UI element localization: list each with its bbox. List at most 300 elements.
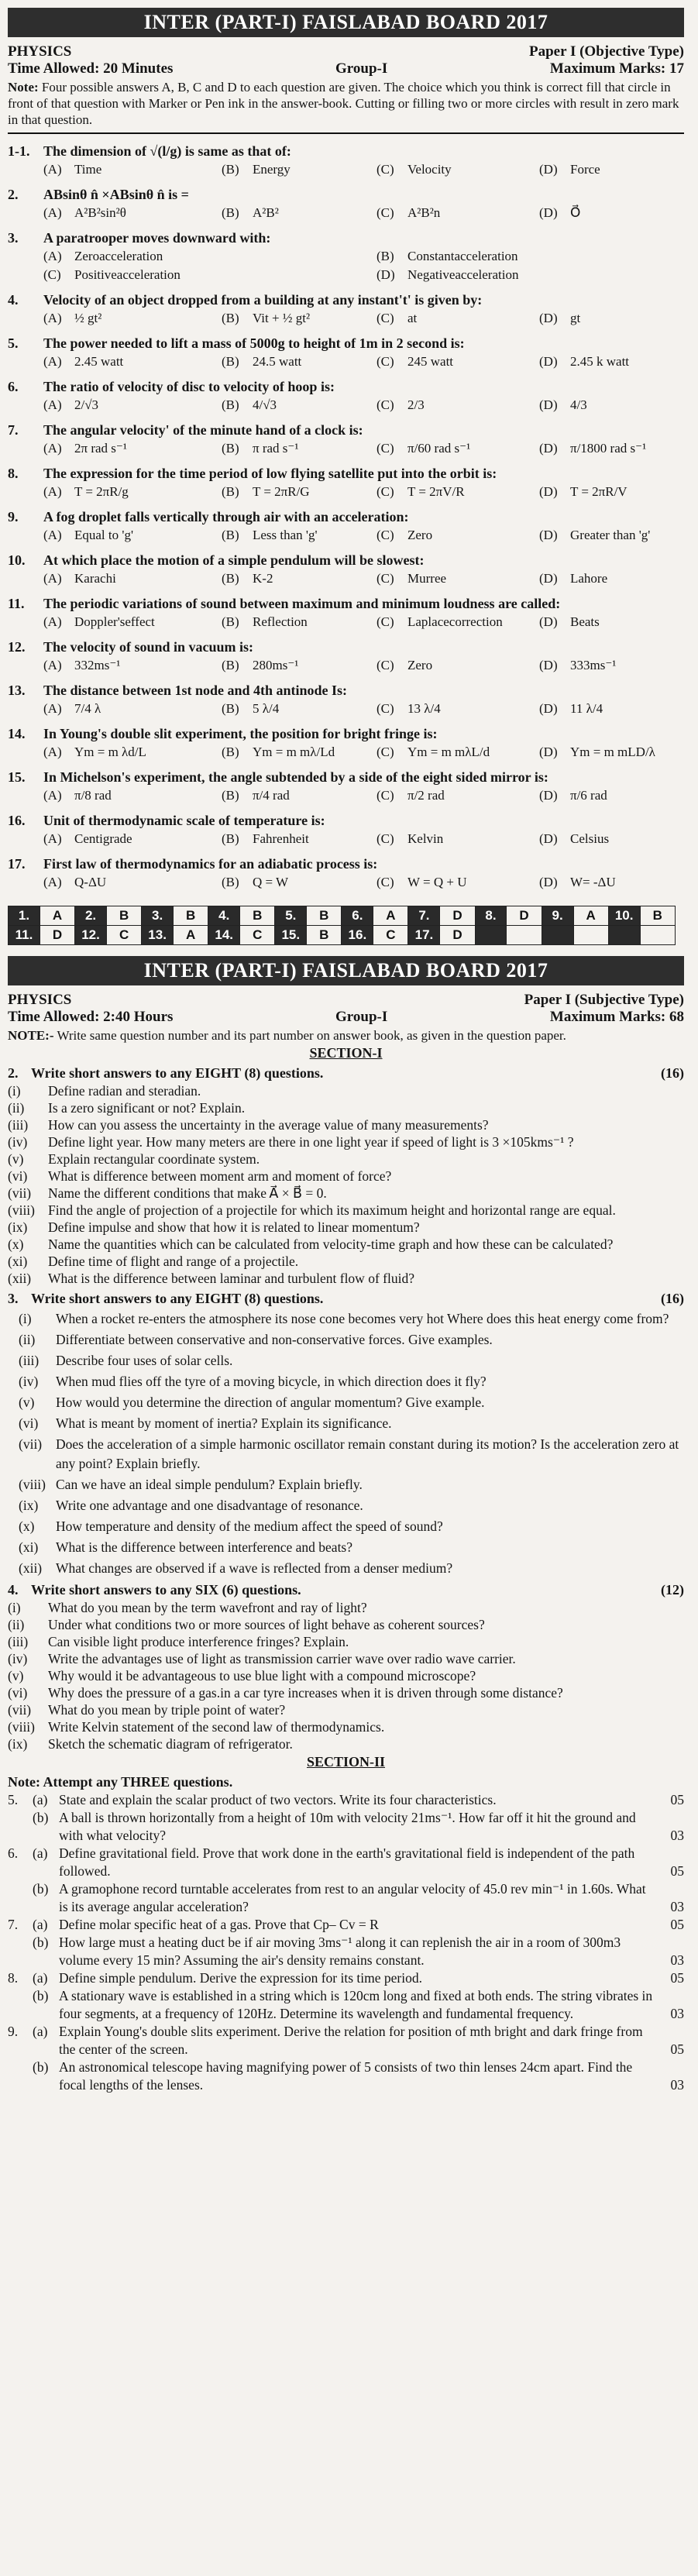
part-text: Write Kelvin statement of the second law of thermodynamics. (48, 1719, 385, 1735)
key-empty-cell (507, 926, 542, 945)
option (539, 830, 694, 848)
option-letter: (D) (539, 397, 558, 412)
mcq-stem (8, 291, 684, 309)
option-letter: (B) (222, 701, 239, 716)
part-number: (i) (8, 1600, 21, 1615)
part-text: What is the difference between interference and beats? (56, 1539, 353, 1555)
option-letter: (D) (539, 571, 558, 586)
part-text: A ball is thrown horizontally from a height of 10m with velocity 21ms⁻¹. How far off it hit the ground and with what velocity? (59, 1810, 636, 1843)
option (222, 353, 377, 371)
short-question (8, 1718, 684, 1735)
key-question-number: 15. (275, 926, 307, 945)
option-text: Karachi (74, 571, 116, 586)
short-question (8, 1099, 684, 1116)
mcq-question (8, 464, 684, 501)
question-4 (8, 1581, 684, 1752)
short-question (8, 1236, 684, 1253)
short-question (8, 1082, 684, 1099)
option-letter: (B) (222, 441, 239, 456)
option-letter: (C) (377, 875, 394, 889)
part-number: (ii) (19, 1332, 36, 1347)
part-label: (a) (33, 1917, 48, 1932)
part-marks: 03 (670, 1828, 684, 1843)
option (377, 873, 539, 892)
part-label: (a) (33, 1845, 48, 1861)
mcq-question (8, 811, 684, 848)
option-letter: (D) (539, 875, 558, 889)
key-answer: D (40, 926, 74, 945)
key-question-number: 13. (142, 926, 174, 945)
question-marks: (12) (661, 1582, 684, 1598)
option-letter: (D) (377, 267, 395, 282)
mcq-stem (8, 551, 684, 569)
option (43, 160, 222, 179)
option-text: Murree (407, 571, 447, 586)
option-text: Kelvin (407, 831, 444, 846)
part-number: (xii) (8, 1271, 32, 1286)
short-question (8, 1435, 684, 1474)
question-text: Unit of thermodynamic scale of temperature is: (43, 813, 325, 828)
option-text: T = 2πR/G (253, 484, 310, 499)
note-text: Four possible answers A, B, C and D to each question are given. The choice which you think is correct fill that circle in front of that question with Marker or Pen ink in the answer-book. Cutting or filling two or more circles with result in zero mark in that question. (8, 80, 679, 127)
option-letter: (B) (222, 162, 239, 177)
key-question-number: 7. (408, 906, 440, 926)
part-label: (a) (33, 1792, 48, 1807)
option-letter: (A) (43, 311, 62, 325)
option-letter: (A) (43, 745, 62, 759)
option-text: 332ms⁻¹ (74, 658, 121, 672)
option-letter: (C) (377, 528, 394, 542)
key-answer: C (107, 926, 142, 945)
section-1-title: SECTION-I (309, 1045, 383, 1061)
option-text: Positiveacceleration (74, 267, 181, 282)
option-text: π rad s⁻¹ (253, 441, 299, 456)
long-question-part (8, 1845, 684, 1880)
key-answer: A (40, 906, 74, 926)
option-text: Vit + ½ gt² (253, 311, 311, 325)
question-text: The velocity of sound in vacuum is: (43, 639, 254, 655)
option-text: gt (570, 311, 581, 325)
key-answer: C (373, 926, 408, 945)
key-question-number: 12. (75, 926, 107, 945)
option-letter: (C) (377, 831, 394, 846)
key-answer: D (440, 926, 475, 945)
long-question-part (8, 2023, 684, 2058)
key-question-number: 14. (208, 926, 240, 945)
short-question (8, 1116, 684, 1133)
part-marks: 05 (670, 1917, 684, 1932)
options-row (8, 309, 684, 328)
subjective-header-row-2 (8, 1009, 684, 1026)
option-letter: (B) (222, 831, 239, 846)
question-text: The dimension of √(l/g) is same as that of: (43, 143, 291, 159)
option (222, 439, 377, 458)
mcq-stem (8, 507, 684, 526)
option-text: W = Q + U (407, 875, 467, 889)
option-text: Equal to 'g' (74, 528, 134, 542)
paper-type: Paper I (Subjective Type) (524, 992, 684, 1008)
option (377, 700, 539, 718)
option (539, 786, 694, 805)
option-letter: (A) (43, 441, 62, 456)
question-title: Write short answers to any EIGHT (8) questions. (31, 1291, 324, 1306)
key-answer: B (107, 906, 142, 926)
question-text: ABsinθ n̂ ×ABsinθ n̂ is = (43, 187, 189, 202)
question-text: A paratrooper moves downward with: (43, 230, 271, 246)
option-letter: (C) (377, 441, 394, 456)
part-text: Write the advantages use of light as transmission carrier wave over radio wave carrier. (48, 1651, 516, 1666)
group-label: Group-I (335, 60, 388, 77)
option-text: T = 2πV/R (407, 484, 465, 499)
option-text: Lahore (570, 571, 608, 586)
question-2 (8, 1064, 684, 1287)
options-row (8, 439, 684, 458)
option-letter: (A) (43, 528, 62, 542)
part-text: How temperature and density of the medium affect the speed of sound? (56, 1518, 443, 1534)
key-question-number: 6. (342, 906, 373, 926)
key-question-number: 2. (75, 906, 107, 926)
question-number: 15. (8, 769, 26, 785)
option-text: 4/3 (570, 397, 587, 412)
question-text: The expression for the time period of low flying satellite put into the orbit is: (43, 466, 497, 481)
short-question (8, 1351, 684, 1371)
option-text: 11 λ/4 (570, 701, 603, 716)
mcq-stem (8, 464, 684, 483)
long-question-part (8, 1791, 684, 1809)
short-question (8, 1393, 684, 1412)
option (43, 873, 222, 892)
part-text: Is a zero significant or not? Explain. (48, 1100, 246, 1116)
key-empty-cell (640, 926, 675, 945)
short-question (8, 1701, 684, 1718)
option-letter: (A) (43, 354, 62, 369)
option-letter: (B) (222, 354, 239, 369)
option-text: 7/4 λ (74, 701, 101, 716)
option-text: Zeroacceleration (74, 249, 163, 263)
short-question (8, 1667, 684, 1684)
question-number: 4. (8, 292, 19, 308)
divider (8, 132, 684, 134)
short-question (8, 1599, 684, 1616)
question-number (8, 1809, 33, 1845)
part-text: How large must a heating duct be if air moving 3ms⁻¹ along it can replenish the air in a room of 300m3 volume every 15 min? Assuming the air's density remains constant. (59, 1935, 621, 1968)
question-text: The distance between 1st node and 4th antinode Is: (43, 683, 348, 698)
question-number: 10. (8, 552, 26, 568)
question-number: 2. (8, 187, 19, 202)
option-letter: (D) (539, 354, 558, 369)
option-letter: (D) (539, 311, 558, 325)
question-number: 11. (8, 596, 25, 611)
key-question-number: 4. (208, 906, 240, 926)
mcq-question (8, 594, 684, 631)
option-letter: (C) (377, 788, 394, 803)
option-letter: (A) (43, 205, 62, 220)
option-letter: (C) (377, 484, 394, 499)
options-row (8, 613, 684, 631)
option (539, 396, 694, 414)
question-text: The periodic variations of sound between maximum and minimum loudness are called: (43, 596, 561, 611)
short-question (8, 1538, 684, 1557)
part-label: (b) (33, 1881, 49, 1897)
part-label: (b) (33, 1810, 49, 1825)
maximum-marks: Maximum Marks: 17 (549, 60, 684, 77)
mcq-stem (8, 185, 684, 204)
option-letter: (B) (222, 875, 239, 889)
option-letter: (B) (222, 788, 239, 803)
question-3-items (8, 1309, 684, 1578)
option (43, 526, 222, 545)
option-letter: (C) (377, 205, 394, 220)
long-question-part (8, 1880, 684, 1916)
part-marks: 03 (670, 1952, 684, 1968)
part-marks: 05 (670, 1863, 684, 1879)
question-text: A fog droplet falls vertically through air with an acceleration: (43, 509, 409, 524)
question-number (8, 1880, 33, 1916)
part-number: (v) (8, 1151, 24, 1167)
option-letter: (D) (539, 745, 558, 759)
part-text: How would you determine the direction of angular momentum? Give example. (56, 1395, 485, 1410)
option (222, 656, 377, 675)
option (539, 873, 694, 892)
option-text: 2.45 k watt (570, 354, 630, 369)
part-number: (xi) (19, 1539, 39, 1555)
option (377, 396, 539, 414)
mcq-stem (8, 594, 684, 613)
mcq-stem (8, 638, 684, 656)
option (43, 613, 222, 631)
part-label: (a) (33, 2024, 48, 2039)
question-number (8, 1987, 33, 2023)
option (539, 700, 694, 718)
part-marks: 05 (670, 1970, 684, 1986)
part-text: Differentiate between conservative and non-conservative forces. Give examples. (56, 1332, 493, 1347)
part-text: Why does the pressure of a gas.in a car tyre increases when it is driven through some distance? (48, 1685, 563, 1701)
option-letter: (C) (377, 745, 394, 759)
option (43, 700, 222, 718)
mcq-stem (8, 421, 684, 439)
long-question-part (8, 1987, 684, 2023)
short-question (8, 1559, 684, 1578)
option-text: 2/√3 (74, 397, 99, 412)
option-letter: (B) (222, 571, 239, 586)
subject-label: PHYSICS (8, 43, 72, 60)
mcq-stem (8, 377, 684, 396)
option-letter: (D) (539, 484, 558, 499)
option-text: Less than 'g' (253, 528, 318, 542)
option-text: 5 λ/4 (253, 701, 280, 716)
note-label: NOTE:- (8, 1028, 54, 1043)
mcq-question (8, 681, 684, 718)
part-number: (iii) (19, 1353, 40, 1368)
question-2-items (8, 1082, 684, 1287)
option (539, 483, 694, 501)
option-text: π/1800 rad s⁻¹ (570, 441, 647, 456)
options-row (8, 483, 684, 501)
option (222, 830, 377, 848)
note-text: Write same question number and its part number on answer book, as given in the question paper. (57, 1028, 566, 1043)
option (377, 309, 539, 328)
short-question (8, 1185, 684, 1202)
part-text: Define light year. How many meters are there in one light year if speed of light is 3 ×105kms⁻¹ ? (48, 1134, 574, 1150)
part-text: Name the different conditions that make A⃗ × B⃗ = 0. (48, 1185, 327, 1201)
option-text: Greater than 'g' (570, 528, 651, 542)
key-question-number: 11. (9, 926, 40, 945)
part-label: (b) (33, 1988, 49, 2003)
option (539, 160, 694, 179)
key-answer: B (240, 906, 275, 926)
time-allowed: Time Allowed: 20 Minutes (8, 60, 174, 77)
key-empty-cell (542, 926, 573, 945)
mcq-stem (8, 681, 684, 700)
section-2-title: SECTION-II (306, 1754, 386, 1769)
option-text: 4/√3 (253, 397, 277, 412)
question-number (8, 1934, 33, 1969)
part-text: Define radian and steradian. (48, 1083, 201, 1099)
option-letter: (C) (377, 311, 394, 325)
option-letter: (A) (43, 614, 62, 629)
part-label: (b) (33, 1935, 49, 1950)
key-answer: B (174, 906, 208, 926)
part-text: What is the difference between laminar and turbulent flow of fluid? (48, 1271, 414, 1286)
option-letter: (A) (43, 571, 62, 586)
option (43, 830, 222, 848)
option-letter: (A) (43, 162, 62, 177)
group-label: Group-I (335, 1009, 388, 1025)
objective-header-row-1 (8, 43, 684, 60)
part-text: Can visible light produce interference fringes? Explain. (48, 1634, 349, 1649)
mcq-question (8, 377, 684, 414)
option-letter: (B) (222, 484, 239, 499)
option (222, 743, 377, 762)
option-text: T = 2πR/V (570, 484, 628, 499)
key-question-number: 8. (475, 906, 507, 926)
question-3-heading (8, 1290, 684, 1308)
option-text: 2.45 watt (74, 354, 124, 369)
option-letter: (D) (539, 162, 558, 177)
option-text: Negativeacceleration (407, 267, 519, 282)
option (43, 786, 222, 805)
question-number: 8. (8, 466, 19, 481)
part-text: Explain Young's double slits experiment. Derive the relation for position of mth bright and dark fringe from the center of the screen. (59, 2024, 643, 2057)
option-text: Time (74, 162, 102, 177)
question-number: 16. (8, 813, 26, 828)
options-row (8, 247, 684, 284)
option (539, 353, 694, 371)
question-text: In Young's double slit experiment, the position for bright fringe is: (43, 726, 438, 741)
options-row (8, 700, 684, 718)
option (377, 439, 539, 458)
option-text: K-2 (253, 571, 273, 586)
option (43, 743, 222, 762)
option (377, 353, 539, 371)
part-number: (vii) (19, 1436, 43, 1452)
options-row (8, 873, 684, 892)
short-question (8, 1309, 684, 1329)
question-marks: (16) (661, 1065, 684, 1081)
part-text: Define time of flight and range of a projectile. (48, 1254, 299, 1269)
long-question-part (8, 1809, 684, 1845)
mcq-question (8, 291, 684, 328)
question-title: Write short answers to any SIX (6) questions. (31, 1582, 301, 1598)
part-text: Define simple pendulum. Derive the expression for its time period. (59, 1970, 422, 1986)
option-text: 2π rad s⁻¹ (74, 441, 127, 456)
part-text: What do you mean by triple point of water? (48, 1702, 286, 1718)
mcq-question (8, 768, 684, 805)
option (377, 656, 539, 675)
question-number: 6. (8, 379, 19, 394)
long-question-part (8, 1934, 684, 1969)
option-letter: (D) (539, 658, 558, 672)
option (539, 309, 694, 328)
mcq-question (8, 507, 684, 545)
question-number: 3. (8, 230, 19, 246)
short-question (8, 1496, 684, 1515)
part-number: (i) (19, 1311, 32, 1326)
time-allowed: Time Allowed: 2:40 Hours (8, 1009, 174, 1025)
part-marks: 05 (670, 1792, 684, 1807)
key-answer: B (640, 906, 675, 926)
question-number: 7. (8, 422, 19, 438)
option (222, 613, 377, 631)
option-letter: (B) (222, 745, 239, 759)
question-number: 12. (8, 639, 26, 655)
question-3 (8, 1290, 684, 1578)
short-question (8, 1150, 684, 1168)
options-row (8, 160, 684, 179)
option-text: 13 λ/4 (407, 701, 441, 716)
option-text: Zero (407, 658, 433, 672)
question-number: 9. (8, 2024, 19, 2039)
part-number: (viii) (8, 1719, 35, 1735)
option-text: π/6 rad (570, 788, 607, 803)
part-text: State and explain the scalar product of two vectors. Write its four characteristics. (59, 1792, 497, 1807)
part-text: An astronomical telescope having magnifying power of 5 consists of two thin lenses 24cm apart. Find the focal lengths of the lenses. (59, 2059, 633, 2093)
part-number: (vii) (8, 1185, 32, 1201)
part-text: Describe four uses of solar cells. (56, 1353, 233, 1368)
part-text: What is meant by moment of inertia? Explain its significance. (56, 1415, 392, 1431)
short-question (8, 1270, 684, 1287)
option-text: π/8 rad (74, 788, 112, 803)
option (377, 569, 539, 588)
key-question-number: 17. (408, 926, 440, 945)
part-number: (xii) (19, 1560, 43, 1576)
option-letter: (D) (539, 831, 558, 846)
mcq-stem (8, 724, 684, 743)
option-text: π/2 rad (407, 788, 445, 803)
question-text: The angular velocity' of the minute hand of a clock is: (43, 422, 363, 438)
key-question-number: 3. (142, 906, 174, 926)
mcq-question (8, 638, 684, 675)
option-letter: (B) (222, 397, 239, 412)
part-number: (xi) (8, 1254, 28, 1269)
option-text: O⃗ (570, 205, 581, 220)
option-letter: (C) (377, 614, 394, 629)
mcq-question (8, 551, 684, 588)
option (43, 353, 222, 371)
option (222, 204, 377, 222)
short-question (8, 1202, 684, 1219)
attempt-note: Note: Attempt any THREE questions. (8, 1774, 233, 1790)
option-letter: (D) (539, 528, 558, 542)
option-text: Ym = m mLD/λ (570, 745, 655, 759)
short-question (8, 1168, 684, 1185)
option (222, 309, 377, 328)
long-question-part (8, 1969, 684, 1987)
option-letter: (B) (222, 614, 239, 629)
part-number: (i) (8, 1083, 21, 1099)
key-answer: B (307, 926, 342, 945)
option-letter: (A) (43, 397, 62, 412)
